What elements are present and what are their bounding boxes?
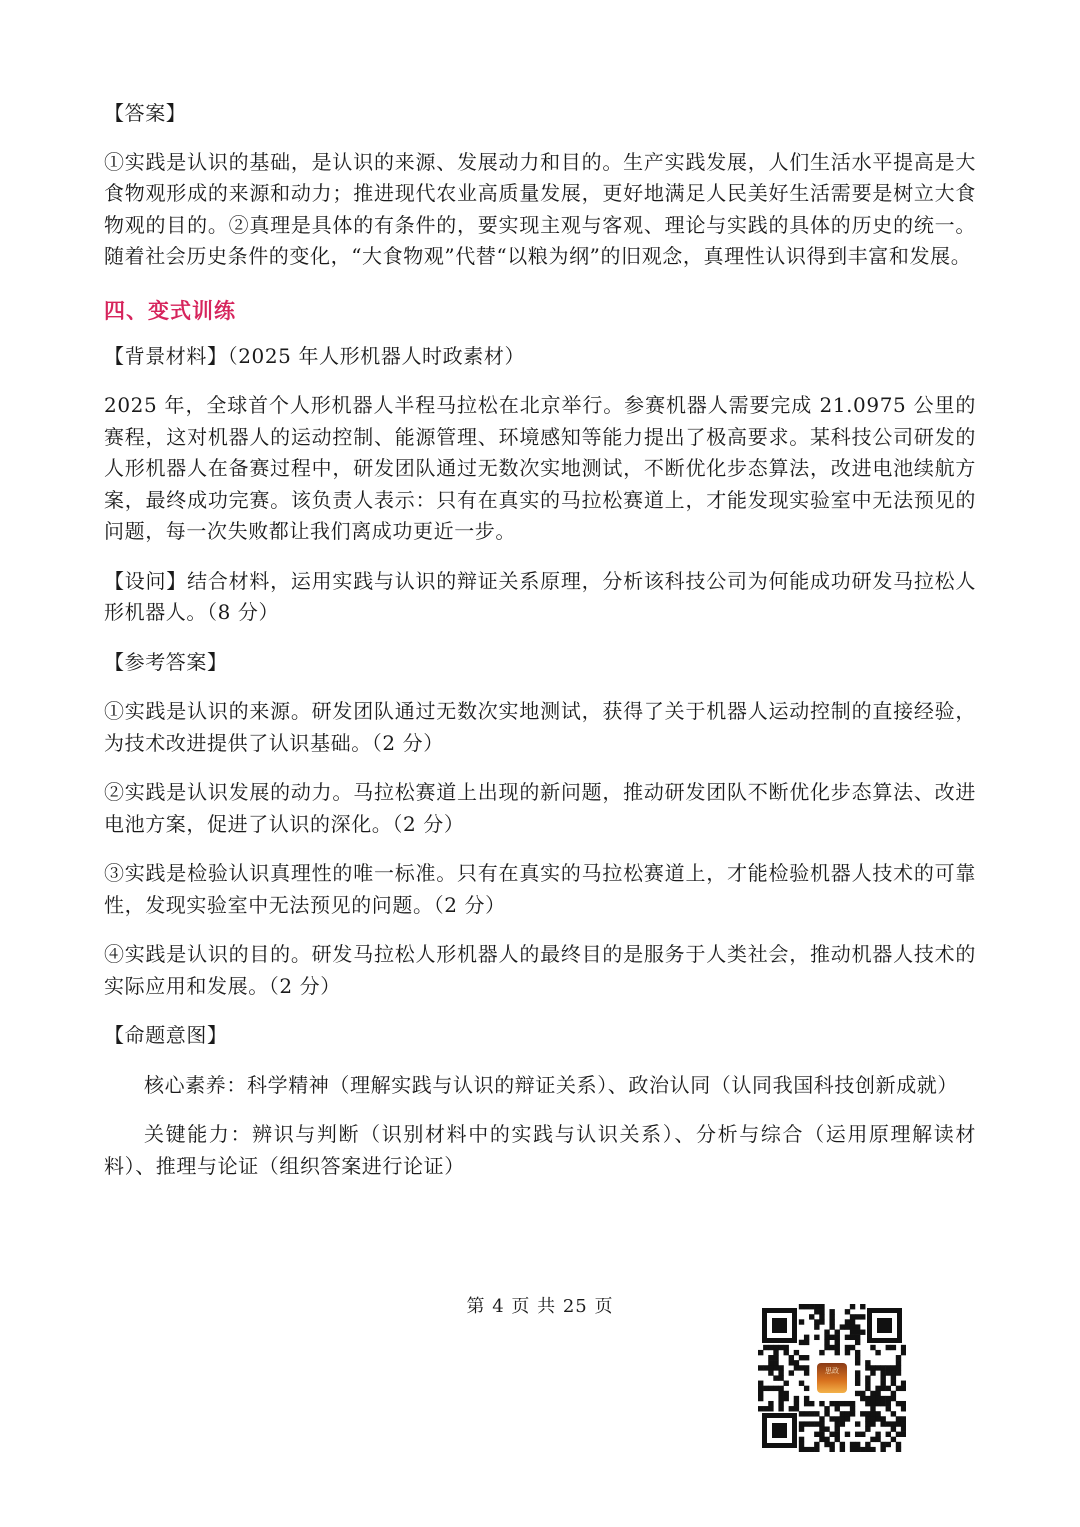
reference-answer-1: ①实践是认识的来源。研发团队通过无数次实地测试，获得了关于机器人运动控制的直接经验，为技术改进提供了认识基础。（2 分） — [104, 699, 976, 755]
reference-answer-4: ④实践是认识的目的。研发马拉松人形机器人的最终目的是服务于人类社会，推动机器人技术的实际应用和发展。（2 分） — [104, 942, 976, 998]
section-heading: 四、变式训练 — [104, 298, 236, 323]
key-ability: 关键能力：辨识与判断（识别材料中的实践与认识关系）、分析与综合（运用原理解读材料）、推理与论证（组织答案进行论证） — [104, 1122, 976, 1178]
reference-answer-2: ②实践是认识发展的动力。马拉松赛道上出现的新问题，推动研发团队不断优化步态算法、改进电池方案，促进了认识的深化。（2 分） — [104, 780, 976, 836]
page-number: 第 4 页 共 25 页 — [466, 1296, 614, 1317]
qr-code-icon — [758, 1304, 906, 1452]
background-label: 【背景材料】（2025 年人形机器人时政素材） — [104, 343, 526, 368]
answer-text: ①实践是认识的基础，是认识的来源、发展动力和目的。生产实践发展，人们生活水平提高是大食物观形成的来源和动力；推进现代农业高质量发展，更好地满足人民美好生活需要是树立大食物观的目的。②真理是具体的有条件的，要实现主观与客观、理论与实践的具体的历史的统一。随着社会历史条件的变化，“大食物观”代替“以粮为纲”的旧观念，真理性认识得到丰富和发展。 — [104, 149, 976, 268]
reference-answer-label: 【参考答案】 — [104, 649, 228, 674]
intent-label: 【命题意图】 — [104, 1023, 228, 1047]
document-body — [104, 98, 976, 1182]
core-literacy: 核心素养：科学精神（理解实践与认识的辩证关系）、政治认同（认同我国科技创新成就） — [144, 1072, 958, 1097]
question-text: 【设问】结合材料，运用实践与认识的辩证关系原理，分析该科技公司为何能成功研发马拉松人形机器人。（8 分） — [104, 568, 976, 624]
qr-logo-text: 思政 — [825, 1367, 839, 1375]
reference-answer-3: ③实践是检验认识真理性的唯一标准。只有在真实的马拉松赛道上，才能检验机器人技术的可靠性，发现实验室中无法预见的问题。（2 分） — [104, 861, 976, 917]
answer-label: 【答案】 — [104, 101, 187, 125]
background-text: 2025 年，全球首个人形机器人半程马拉松在北京举行。参赛机器人需要完成 21.0975 公里的赛程，这对机器人的运动控制、能源管理、环境感知等能力提出了极高要求。某科技公司研发的人形机器人在备赛过程中，研发团队通过无数次实地测试，不断优化步态算法，改进电池续航方案，最终成功完赛。该负责人表示：只有在真实的马拉松赛道上，才能发现实验室中无法预见的问题，每一次失败都让我们离成功更近一步。 — [104, 393, 976, 543]
